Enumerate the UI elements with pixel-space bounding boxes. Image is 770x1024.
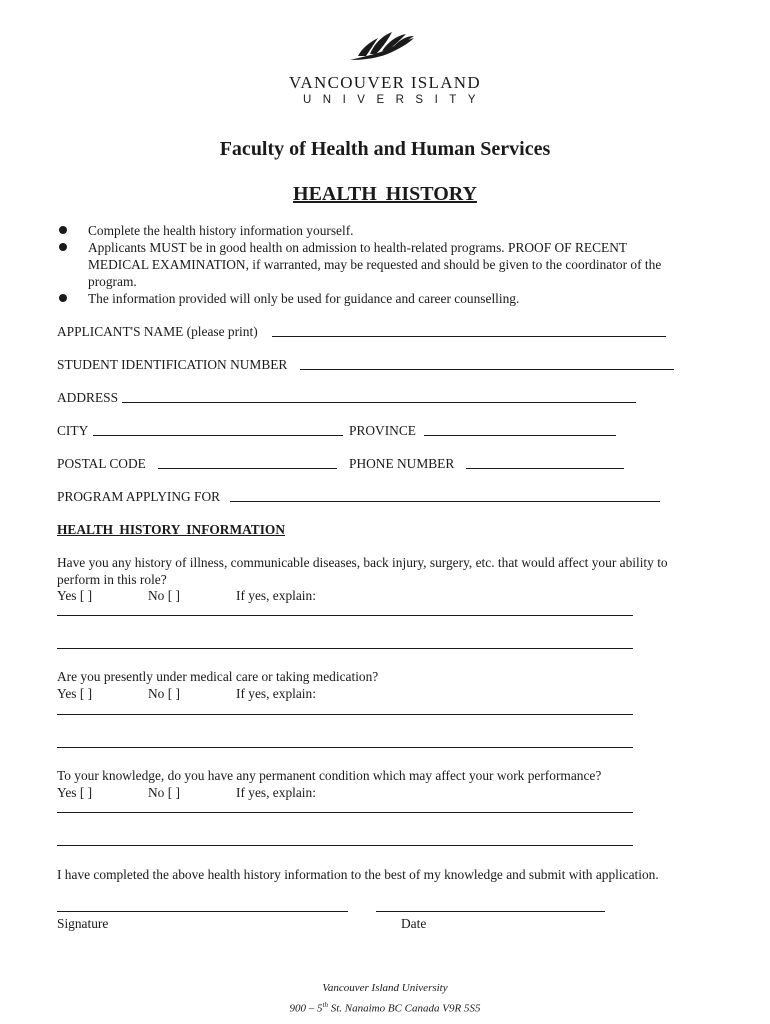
date-label: Date: [401, 916, 427, 931]
question-1-explain-label: If yes, explain:: [236, 588, 316, 603]
address-line[interactable]: [122, 402, 636, 403]
program-line[interactable]: [230, 501, 660, 502]
question-1-no-checkbox[interactable]: No [ ]: [148, 588, 180, 603]
question-3-explain-line[interactable]: [57, 812, 633, 813]
logo-wordmark: VANCOUVER ISLAND: [289, 73, 481, 92]
question-3-yes-checkbox[interactable]: Yes [ ]: [57, 785, 93, 800]
phone-number-line[interactable]: [466, 468, 624, 469]
date-line[interactable]: [376, 911, 605, 912]
question-1-text-cont: perform in this role?: [57, 572, 167, 587]
phone-number-label: PHONE NUMBER: [349, 456, 455, 471]
question-2-no-checkbox[interactable]: No [ ]: [148, 686, 180, 701]
question-2-explain-line[interactable]: [57, 747, 633, 748]
bullet-dot: [59, 243, 67, 251]
question-3-no-checkbox[interactable]: No [ ]: [148, 785, 180, 800]
postal-code-line[interactable]: [158, 468, 337, 469]
page-title-text: HEALTH HISTORY: [293, 183, 477, 205]
logo-subtitle: UNIVERSITY: [302, 94, 487, 106]
health-history-information-heading: HEALTH HISTORY INFORMATION: [57, 522, 286, 537]
postal-code-label: POSTAL CODE: [57, 456, 146, 471]
vancouver-island-university-logo-icon: [348, 26, 418, 66]
declaration-text: I have completed the above health history information to the best of my knowledge and submit with application.: [57, 867, 659, 882]
program-label: PROGRAM APPLYING FOR: [57, 489, 221, 504]
province-line[interactable]: [424, 435, 616, 436]
student-id-label: STUDENT IDENTIFICATION NUMBER: [57, 357, 288, 372]
footer-address: [0, 998, 770, 1016]
question-1-text: Have you any history of illness, communicable diseases, back injury, surgery, etc. that would affect your ability to: [57, 555, 668, 570]
bullet-text: Applicants MUST be in good health on admission to health-related programs. PROOF OF RECENT: [88, 240, 628, 255]
bullet-text: MEDICAL EXAMINATION, if warranted, may be requested and should be given to the coordinator of the: [88, 257, 662, 272]
question-2-explain-label: If yes, explain:: [236, 686, 316, 701]
footer-address-sup: th: [322, 1001, 328, 1009]
faculty-heading: Faculty of Health and Human Services: [219, 138, 551, 160]
page-title: [0, 183, 770, 206]
question-3-explain-label: If yes, explain:: [236, 785, 316, 800]
question-3-explain-line[interactable]: [57, 845, 633, 846]
question-2-text: Are you presently under medical care or taking medication?: [57, 669, 379, 684]
signature-label: Signature: [57, 916, 109, 931]
bullet-dot: [59, 294, 67, 302]
question-1-explain-line[interactable]: [57, 615, 633, 616]
city-label: CITY: [57, 423, 89, 438]
province-label: PROVINCE: [349, 423, 416, 438]
footer-university: Vancouver Island University: [322, 982, 448, 994]
signature-line[interactable]: [57, 911, 348, 912]
bullet-text: program.: [88, 274, 137, 289]
footer-address-part: St. Nanaimo BC Canada V9R 5S5: [327, 1002, 481, 1015]
applicant-name-line[interactable]: [272, 336, 666, 337]
footer-address-part: 900 – 5: [289, 1002, 323, 1015]
bullet-text: Complete the health history information yourself.: [88, 223, 354, 238]
address-label: ADDRESS: [57, 390, 119, 405]
applicant-name-label: APPLICANT'S NAME (please print): [57, 324, 258, 339]
question-2-explain-line[interactable]: [57, 714, 633, 715]
student-id-line[interactable]: [300, 369, 674, 370]
question-2-yes-checkbox[interactable]: Yes [ ]: [57, 686, 93, 701]
bullet-text: The information provided will only be used for guidance and career counselling.: [88, 291, 520, 306]
question-1-yes-checkbox[interactable]: Yes [ ]: [57, 588, 93, 603]
city-line[interactable]: [93, 435, 343, 436]
question-1-explain-line[interactable]: [57, 648, 633, 649]
bullet-dot: [59, 226, 67, 234]
question-3-text: To your knowledge, do you have any permanent condition which may affect your work performance?: [57, 768, 602, 783]
